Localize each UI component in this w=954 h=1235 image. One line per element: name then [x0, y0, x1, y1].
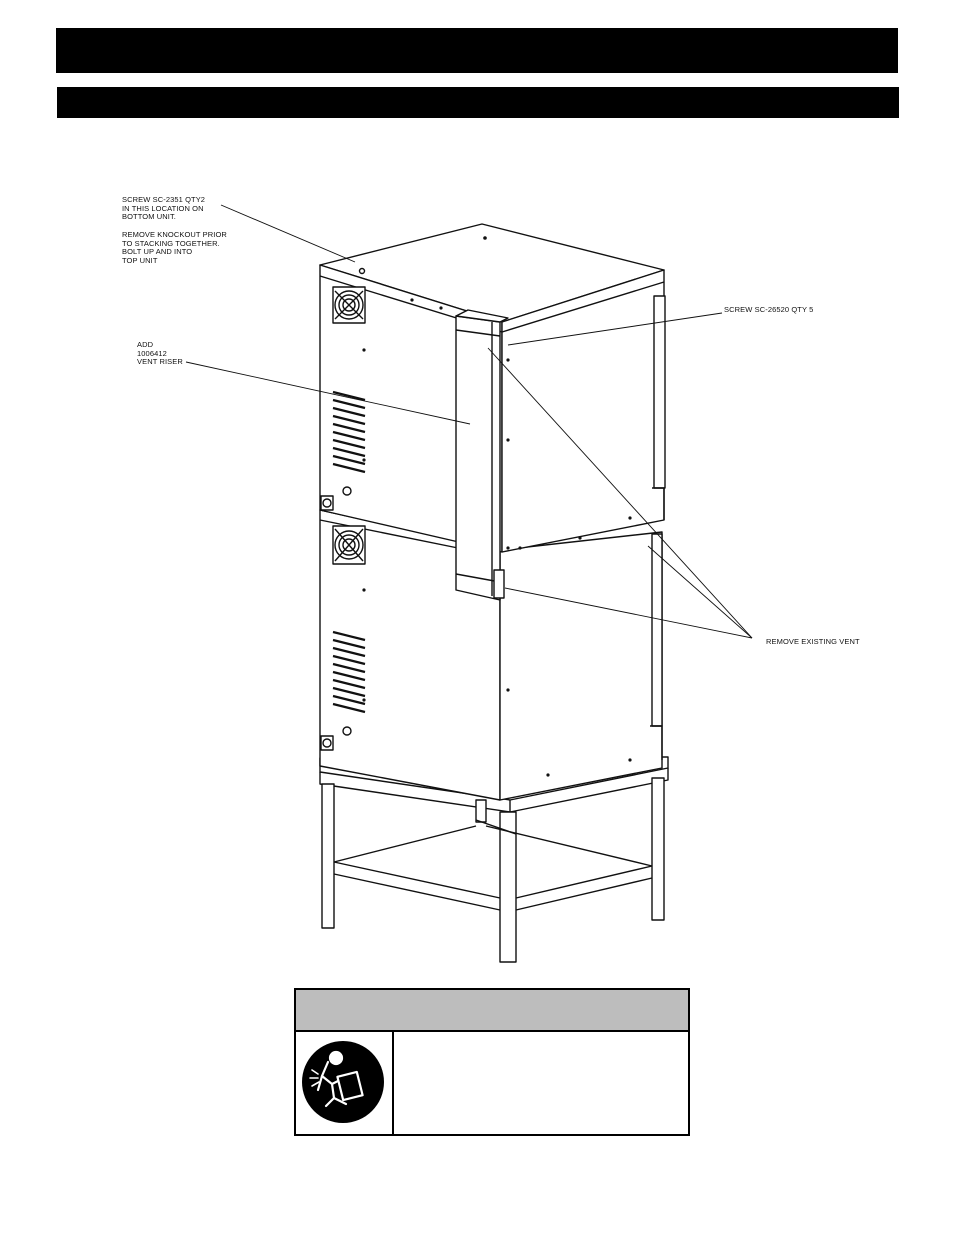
callout-screw-top: SCREW SC-2351 QTY2 IN THIS LOCATION ON BOTTOM UNIT.: [122, 195, 206, 222]
fan-top: [333, 287, 365, 323]
warning-box: [294, 988, 690, 1136]
callout-vent-riser: ADD 1006412 VENT RISER: [137, 340, 183, 367]
callout-screw-side: SCREW SC-26520 QTY 5: [724, 305, 814, 314]
vent-riser: [456, 310, 508, 600]
callout-remove-vent: REMOVE EXISTING VENT: [766, 637, 860, 646]
fan-bottom: [333, 526, 365, 564]
warning-heading: [296, 990, 688, 1032]
warning-icon-cell: [296, 1032, 394, 1134]
warning-text: [402, 1040, 680, 1128]
callout-knockout: REMOVE KNOCKOUT PRIOR TO STACKING TOGETHER. BOLT UP AND INTO TOP UNIT: [122, 230, 227, 265]
heavy-lift-warning-icon: [296, 1032, 392, 1134]
